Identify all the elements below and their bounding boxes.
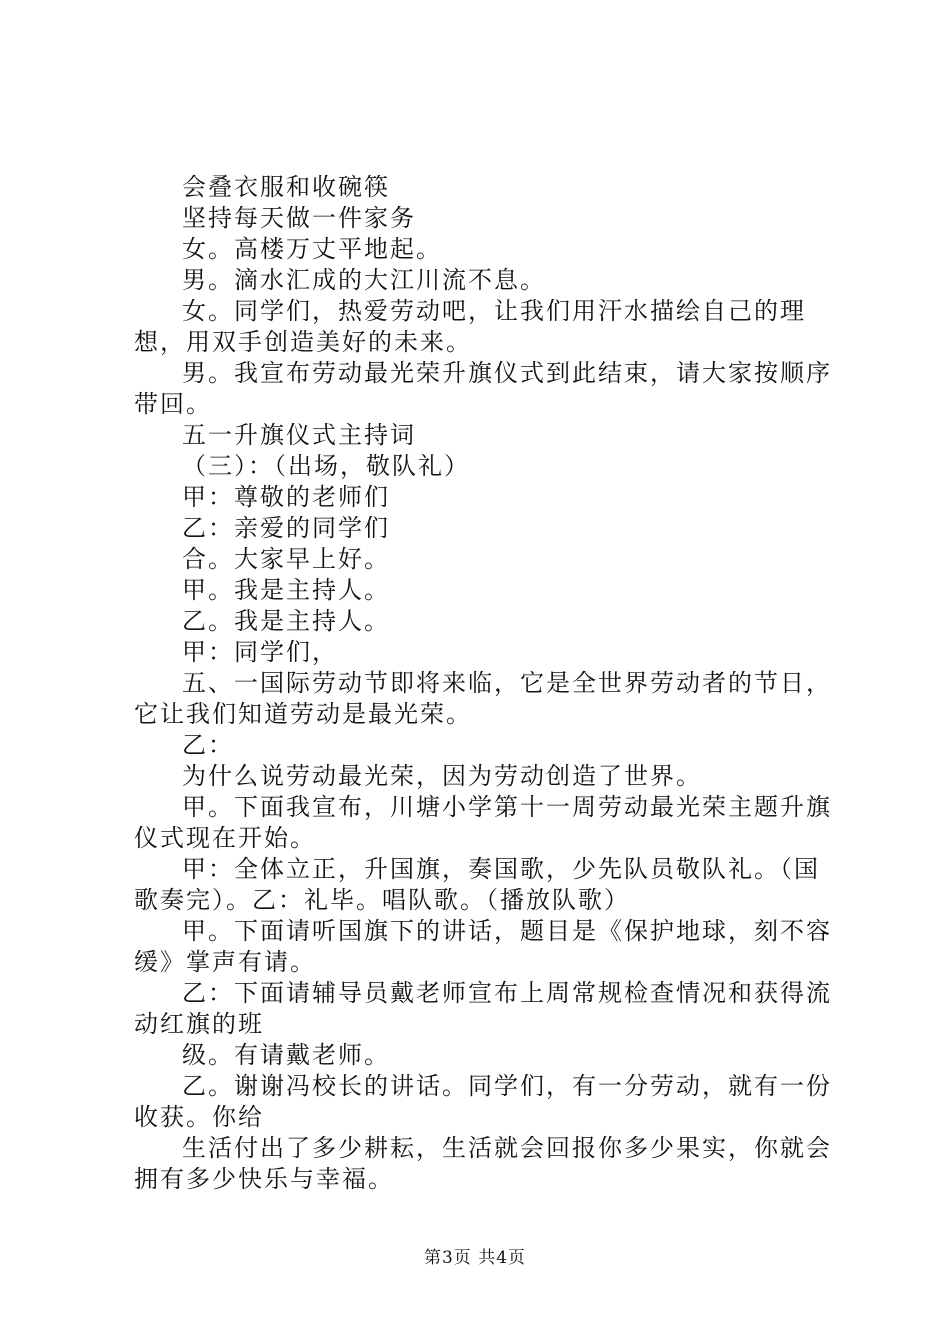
paragraph: 坚持每天做一件家务 (182, 204, 416, 232)
paragraph: 女。同学们，热爱劳动吧，让我们用汗水描绘自己的理想，用双手创造美好的未来。 (134, 297, 806, 356)
paragraph: 合。大家早上好。 (182, 545, 390, 573)
paragraph: 女。高楼万丈平地起。 (182, 235, 442, 263)
paragraph: 甲。下面请听国旗下的讲话，题目是《保护地球，刻不容缓》掌声有请。 (134, 917, 832, 976)
paragraph: 生活付出了多少耕耘，生活就会回报你多少果实，你就会拥有多少快乐与幸福。 (134, 1134, 832, 1193)
paragraph: 五、一国际劳动节即将来临，它是全世界劳动者的节日，它让我们知道劳动是最光荣。 (134, 669, 832, 728)
paragraph: 甲：同学们， (182, 638, 338, 666)
paragraph: 乙：亲爱的同学们 (182, 514, 390, 542)
page-footer (0, 1243, 950, 1268)
paragraph: 乙。谢谢冯校长的讲话。同学们，有一分劳动，就有一份收获。你给 (134, 1072, 832, 1131)
paragraph: 甲。下面我宣布，川塘小学第十一周劳动最光荣主题升旗仪式现在开始。 (134, 793, 832, 852)
paragraph: 乙： (182, 731, 234, 759)
paragraph: （三）：（出场，敬队礼） (182, 452, 470, 480)
document-body (134, 172, 834, 1195)
paragraph: 甲。我是主持人。 (182, 576, 390, 604)
paragraph: 级。有请戴老师。 (182, 1041, 390, 1069)
paragraph: 乙：下面请辅导员戴老师宣布上周常规检查情况和获得流动红旗的班 (134, 979, 832, 1038)
paragraph: 甲：全体立正，升国旗，奏国歌，少先队员敬队礼。（国歌奏完）。乙：礼毕。唱队歌。（播放队歌） (134, 855, 820, 914)
paragraph: 男。我宣布劳动最光荣升旗仪式到此结束，请大家按顺序带回。 (134, 359, 832, 418)
paragraph: 乙。我是主持人。 (182, 607, 390, 635)
paragraph: 男。滴水汇成的大江川流不息。 (182, 266, 546, 294)
page-number-label: 第3页 共4页 (423, 1248, 527, 1268)
paragraph: 甲：尊敬的老师们 (182, 483, 390, 511)
section-heading: 五一升旗仪式主持词 (182, 421, 416, 449)
paragraph: 会叠衣服和收碗筷 (182, 173, 390, 201)
paragraph: 为什么说劳动最光荣，因为劳动创造了世界。 (182, 762, 702, 790)
